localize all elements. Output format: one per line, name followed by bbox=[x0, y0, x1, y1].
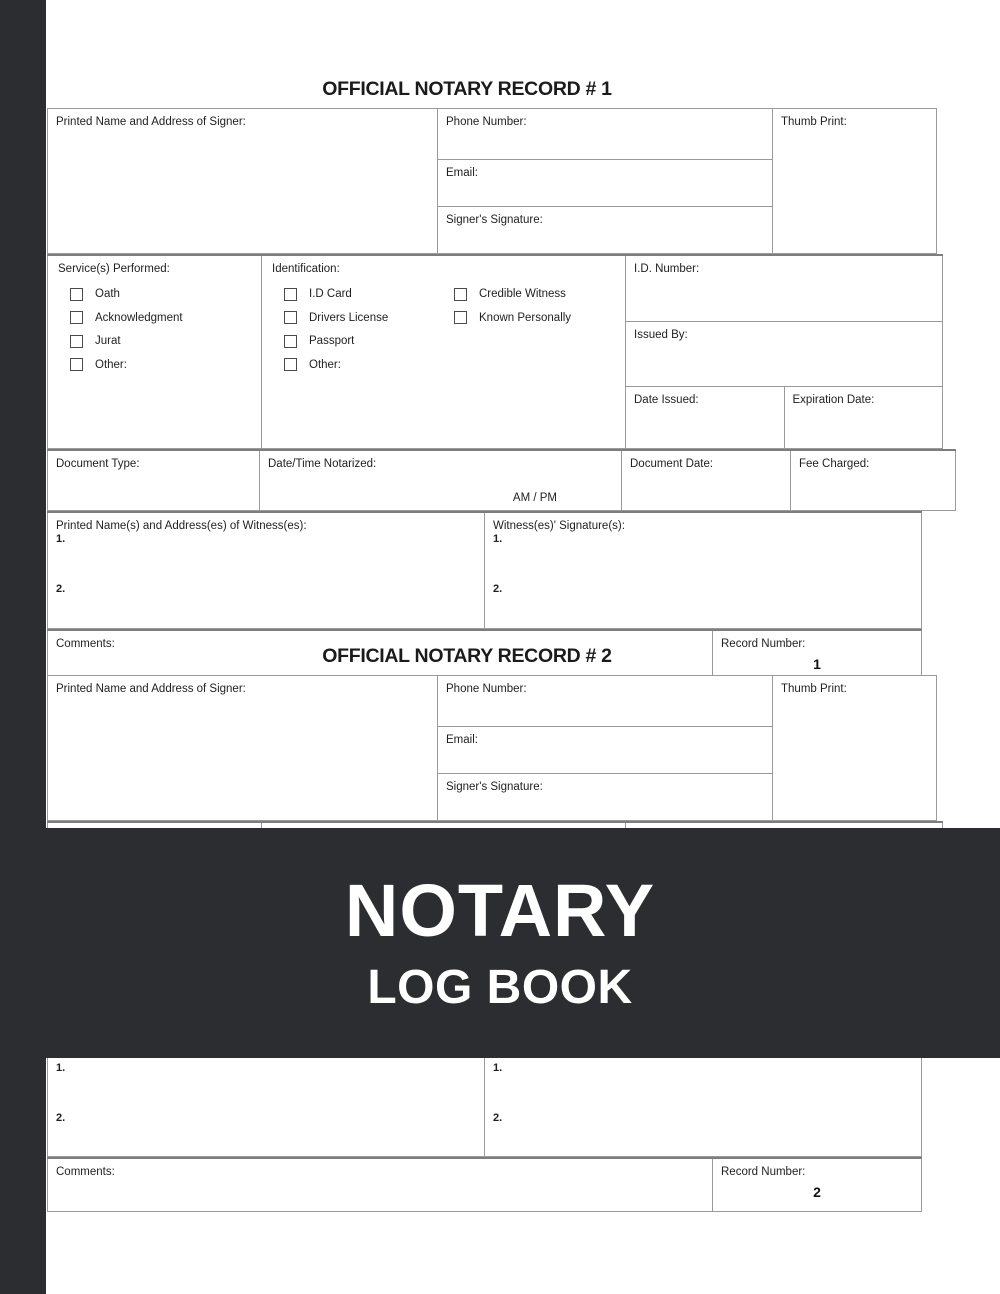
services-performed-cell[interactable] bbox=[48, 255, 262, 449]
record-number-value: 1 bbox=[813, 656, 821, 673]
service-label-acknowledgment: Acknowledgment bbox=[95, 311, 183, 324]
id-checkbox-known-personally[interactable] bbox=[442, 311, 617, 325]
cover-title: NOTARY bbox=[344, 869, 656, 952]
id-label-credible-witness: Credible Witness bbox=[479, 288, 566, 301]
signer-signature-label: Signer's Signature: bbox=[446, 214, 543, 226]
fee-charged-cell[interactable] bbox=[791, 450, 956, 510]
checkbox-icon[interactable] bbox=[454, 288, 467, 301]
expiration-date-label: Expiration Date: bbox=[792, 394, 875, 406]
witness-signature-item-1: 1. bbox=[493, 533, 503, 546]
service-label-other: Other: bbox=[95, 358, 127, 371]
service-checkbox-acknowledgment[interactable] bbox=[58, 311, 253, 325]
record-number-cell bbox=[713, 1158, 922, 1212]
service-label-oath: Oath bbox=[95, 288, 120, 301]
document-date-cell[interactable] bbox=[622, 450, 791, 510]
record-1-document-table bbox=[47, 449, 956, 511]
notary-record-2-lower bbox=[47, 1055, 887, 1212]
service-label-jurat: Jurat bbox=[95, 335, 121, 348]
date-issued-label: Date Issued: bbox=[634, 394, 699, 406]
id-label-passport: Passport bbox=[309, 335, 355, 348]
witness-name-item-1: 1. bbox=[56, 1062, 66, 1074]
service-checkbox-other[interactable] bbox=[58, 358, 253, 372]
checkbox-icon[interactable] bbox=[70, 288, 83, 301]
witness-signature-item-2: 2. bbox=[493, 582, 503, 595]
checkbox-icon[interactable] bbox=[70, 311, 83, 324]
id-checkbox-drivers-license[interactable] bbox=[272, 311, 442, 325]
phone-number-cell[interactable] bbox=[438, 109, 773, 160]
record-2-heading: OFFICIAL NOTARY RECORD # 2 bbox=[322, 645, 612, 667]
date-issued-cell[interactable] bbox=[626, 387, 785, 449]
document-type-label: Document Type: bbox=[56, 458, 140, 470]
record-2-comments-table bbox=[47, 1157, 922, 1212]
comments-label: Comments: bbox=[56, 637, 115, 650]
thumb-print-cell[interactable] bbox=[773, 109, 937, 254]
expiration-date-cell[interactable] bbox=[784, 387, 943, 449]
record-1-heading: OFFICIAL NOTARY RECORD # 1 bbox=[322, 78, 612, 100]
checkbox-icon[interactable] bbox=[454, 311, 467, 324]
identification-label: Identification: bbox=[272, 263, 340, 275]
id-number-label: I.D. Number: bbox=[634, 263, 700, 275]
identification-cell[interactable] bbox=[262, 255, 626, 449]
witness-signatures-label: Witness(es)' Signature(s): bbox=[493, 519, 625, 532]
services-performed-label: Service(s) Performed: bbox=[58, 263, 170, 275]
id-checkbox-id-card[interactable] bbox=[272, 287, 442, 301]
witness-signatures-cell[interactable] bbox=[485, 512, 922, 629]
phone-number-cell[interactable] bbox=[438, 676, 773, 727]
fee-charged-label: Fee Charged: bbox=[799, 458, 870, 470]
id-checkbox-credible-witness[interactable] bbox=[442, 287, 617, 301]
thumb-print-label: Thumb Print: bbox=[781, 116, 847, 128]
id-checkbox-passport[interactable] bbox=[272, 334, 442, 348]
issued-by-cell[interactable] bbox=[626, 322, 943, 387]
service-checkbox-oath[interactable] bbox=[58, 287, 253, 301]
book-spine bbox=[0, 0, 46, 1294]
document-date-label: Document Date: bbox=[630, 458, 714, 470]
email-label: Email: bbox=[446, 734, 478, 746]
email-cell[interactable] bbox=[438, 160, 773, 207]
comments-label: Comments: bbox=[56, 1166, 115, 1178]
id-label-drivers-license: Drivers License bbox=[309, 311, 389, 324]
phone-number-label: Phone Number: bbox=[446, 116, 527, 128]
witness-names-cell[interactable] bbox=[48, 1056, 485, 1157]
record-number-value: 2 bbox=[813, 1184, 821, 1201]
record-1-signer-table bbox=[47, 108, 937, 254]
service-checkbox-jurat[interactable] bbox=[58, 334, 253, 348]
thumb-print-label: Thumb Print: bbox=[781, 683, 847, 695]
record-2-signer-table bbox=[47, 675, 937, 821]
signer-name-address-label: Printed Name and Address of Signer: bbox=[56, 683, 246, 695]
witness-signature-item-1: 1. bbox=[493, 1062, 503, 1074]
witness-names-cell[interactable] bbox=[48, 512, 485, 629]
phone-number-label: Phone Number: bbox=[446, 683, 527, 695]
checkbox-icon[interactable] bbox=[70, 358, 83, 371]
signer-name-address-cell[interactable] bbox=[48, 109, 438, 254]
record-1-witness-table bbox=[47, 511, 922, 629]
id-label-other: Other: bbox=[309, 358, 341, 371]
id-label-id-card: I.D Card bbox=[309, 288, 352, 301]
email-label: Email: bbox=[446, 167, 478, 179]
id-label-known-personally: Known Personally bbox=[479, 311, 572, 324]
witness-name-item-2: 2. bbox=[56, 582, 66, 595]
comments-cell[interactable] bbox=[48, 1158, 713, 1212]
witness-name-item-2: 2. bbox=[56, 1111, 66, 1124]
document-type-cell[interactable] bbox=[48, 450, 260, 510]
checkbox-icon[interactable] bbox=[70, 335, 83, 348]
notary-record-1 bbox=[47, 78, 887, 684]
record-number-label: Record Number: bbox=[721, 637, 806, 650]
id-checkbox-other[interactable] bbox=[272, 358, 442, 372]
checkbox-icon[interactable] bbox=[284, 288, 297, 301]
signer-name-address-label: Printed Name and Address of Signer: bbox=[56, 116, 246, 128]
checkbox-icon[interactable] bbox=[284, 358, 297, 371]
witness-signatures-cell[interactable] bbox=[485, 1056, 922, 1157]
signer-signature-label: Signer's Signature: bbox=[446, 781, 543, 793]
email-cell[interactable] bbox=[438, 727, 773, 774]
am-pm-label: AM / PM bbox=[512, 492, 557, 505]
signer-signature-cell[interactable] bbox=[438, 774, 773, 821]
checkbox-icon[interactable] bbox=[284, 311, 297, 324]
cover-title-band bbox=[0, 828, 1000, 1058]
witness-names-label: Printed Name(s) and Address(es) of Witness(es): bbox=[56, 519, 307, 532]
signer-signature-cell[interactable] bbox=[438, 207, 773, 254]
issued-by-label: Issued By: bbox=[634, 329, 688, 341]
id-number-cell[interactable] bbox=[626, 255, 943, 322]
record-1-services-table bbox=[47, 254, 943, 449]
cover-subtitle: LOG BOOK bbox=[367, 961, 633, 1014]
witness-signature-item-2: 2. bbox=[493, 1111, 503, 1124]
record-2-witness-table bbox=[47, 1055, 922, 1157]
witness-name-item-1: 1. bbox=[56, 533, 66, 546]
checkbox-icon[interactable] bbox=[284, 335, 297, 348]
record-number-label: Record Number: bbox=[721, 1166, 806, 1178]
signer-name-address-cell[interactable] bbox=[48, 676, 438, 821]
date-time-notarized-label: Date/Time Notarized: bbox=[268, 458, 377, 470]
date-time-notarized-cell[interactable] bbox=[260, 450, 622, 510]
thumb-print-cell[interactable] bbox=[773, 676, 937, 821]
